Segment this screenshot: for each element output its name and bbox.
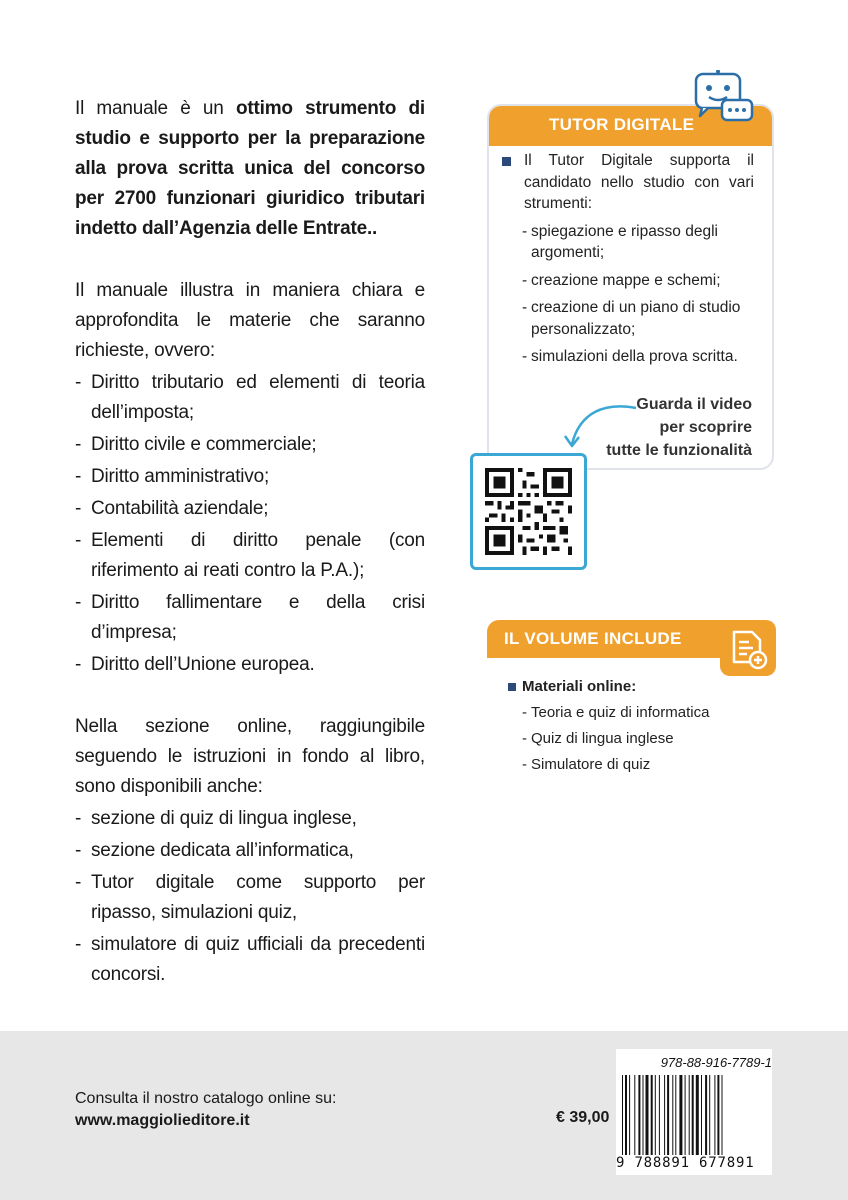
tutor-content bbox=[502, 150, 754, 368]
subjects-intro: Il manuale illustra in maniera chiara e approfondita le materie che saranno richieste, ovvero: bbox=[75, 280, 425, 361]
list-item: - simulatore di quiz ufficiali da precedenti concorsi. bbox=[75, 930, 425, 990]
barcode-bar bbox=[679, 1075, 682, 1155]
list-item: - Tutor digitale come supporto per ripasso, simulazioni quiz, bbox=[75, 868, 425, 928]
list-item: - Teoria e quiz di informatica bbox=[522, 700, 758, 726]
barcode-bar bbox=[634, 1075, 635, 1155]
list-item: - sezione dedicata all’informatica, bbox=[75, 836, 425, 866]
barcode-bar bbox=[701, 1075, 702, 1155]
barcode-bar bbox=[651, 1075, 653, 1155]
barcode-bar bbox=[696, 1075, 699, 1155]
barcode-bar bbox=[709, 1075, 710, 1155]
volume-title: IL VOLUME INCLUDE bbox=[504, 629, 682, 648]
video-line-3: tutte le funzionalità bbox=[606, 442, 752, 459]
barcode-bar bbox=[625, 1075, 627, 1155]
barcode-bar bbox=[659, 1075, 660, 1155]
barcode-bar bbox=[717, 1075, 719, 1155]
price-label: € 39,00 bbox=[556, 1109, 610, 1126]
volume-lead: Materiali online: bbox=[508, 674, 758, 700]
intro-prefix: Il manuale è un bbox=[75, 98, 236, 119]
barcode-bar bbox=[714, 1075, 715, 1155]
list-item: - Diritto dell’Unione europea. bbox=[75, 650, 425, 680]
barcode-bar bbox=[643, 1075, 644, 1155]
tutor-lead: Il Tutor Digitale supporta il candidato nello studio con vari strumenti: bbox=[502, 150, 754, 215]
subjects-list bbox=[75, 368, 425, 680]
barcode-bar bbox=[672, 1075, 673, 1155]
barcode-bar bbox=[689, 1075, 690, 1155]
intro-paragraph bbox=[75, 94, 425, 244]
list-item: - spiegazione e ripasso degli argomenti; bbox=[522, 221, 754, 264]
barcode-bar bbox=[692, 1075, 694, 1155]
video-line-2: per scoprire bbox=[659, 419, 752, 436]
barcode-bar bbox=[655, 1075, 656, 1155]
list-item: - Diritto fallimentare e della crisi d’impresa; bbox=[75, 588, 425, 648]
curved-arrow-icon bbox=[560, 400, 640, 452]
robot-chat-icon bbox=[694, 70, 754, 126]
volume-content bbox=[508, 674, 758, 778]
catalog-text: Consulta il nostro catalogo online su: bbox=[75, 1090, 337, 1107]
barcode-bar bbox=[675, 1075, 676, 1155]
list-item: - Elementi di diritto penale (con riferimento ai reati contro la P.A.); bbox=[75, 526, 425, 586]
barcode-bar bbox=[646, 1075, 649, 1155]
volume-icon-badge bbox=[720, 620, 776, 676]
catalog-info bbox=[75, 1088, 337, 1132]
volume-items bbox=[508, 700, 758, 778]
list-item: - Diritto tributario ed elementi di teoria dell’imposta; bbox=[75, 368, 425, 428]
online-intro: Nella sezione online, raggiungibile seguendo le istruzioni in fondo al libro, sono disponibili anche: bbox=[75, 716, 425, 797]
list-item: - Quiz di lingua inglese bbox=[522, 726, 758, 752]
description-column bbox=[75, 94, 425, 990]
barcode-digits: 9 788891 677891 bbox=[616, 1155, 755, 1171]
barcode bbox=[616, 1049, 772, 1175]
tutor-feature-list bbox=[502, 221, 754, 368]
barcode-bar bbox=[664, 1075, 665, 1155]
publisher-url[interactable]: www.maggiolieditore.it bbox=[75, 1112, 250, 1129]
barcode-bars bbox=[620, 1075, 768, 1155]
video-line-1: Guarda il video bbox=[636, 396, 752, 413]
online-list bbox=[75, 804, 425, 990]
qr-pattern bbox=[485, 468, 572, 555]
list-item: - Diritto civile e commerciale; bbox=[75, 430, 425, 460]
list-item: - creazione mappe e schemi; bbox=[522, 270, 754, 292]
list-item: - Simulatore di quiz bbox=[522, 752, 758, 778]
isbn-number: 978-88-916-7789-1 bbox=[660, 1055, 772, 1070]
barcode-bar bbox=[722, 1075, 723, 1155]
document-add-icon bbox=[720, 620, 776, 676]
list-item: - Contabilità aziendale; bbox=[75, 494, 425, 524]
barcode-bar bbox=[629, 1075, 630, 1155]
barcode-bar bbox=[685, 1075, 686, 1155]
list-item: - creazione di un piano di studio personalizzato; bbox=[522, 297, 754, 340]
barcode-bar bbox=[638, 1075, 640, 1155]
barcode-bar bbox=[622, 1075, 623, 1155]
list-item: - sezione di quiz di lingua inglese, bbox=[75, 804, 425, 834]
list-item: - simulazioni della prova scritta. bbox=[522, 346, 754, 368]
intro-bold: ottimo strumento di studio e supporto per la preparazione alla prova scritta unica del concorso per 2700 funzionari giuridico tributari indetto dall’Agenzia delle Entrate.. bbox=[75, 98, 426, 239]
qr-code[interactable] bbox=[470, 453, 587, 570]
tutor-title: TUTOR DIGITALE bbox=[549, 115, 695, 134]
barcode-bar bbox=[667, 1075, 669, 1155]
barcode-bar bbox=[705, 1075, 707, 1155]
list-item: - Diritto amministrativo; bbox=[75, 462, 425, 492]
